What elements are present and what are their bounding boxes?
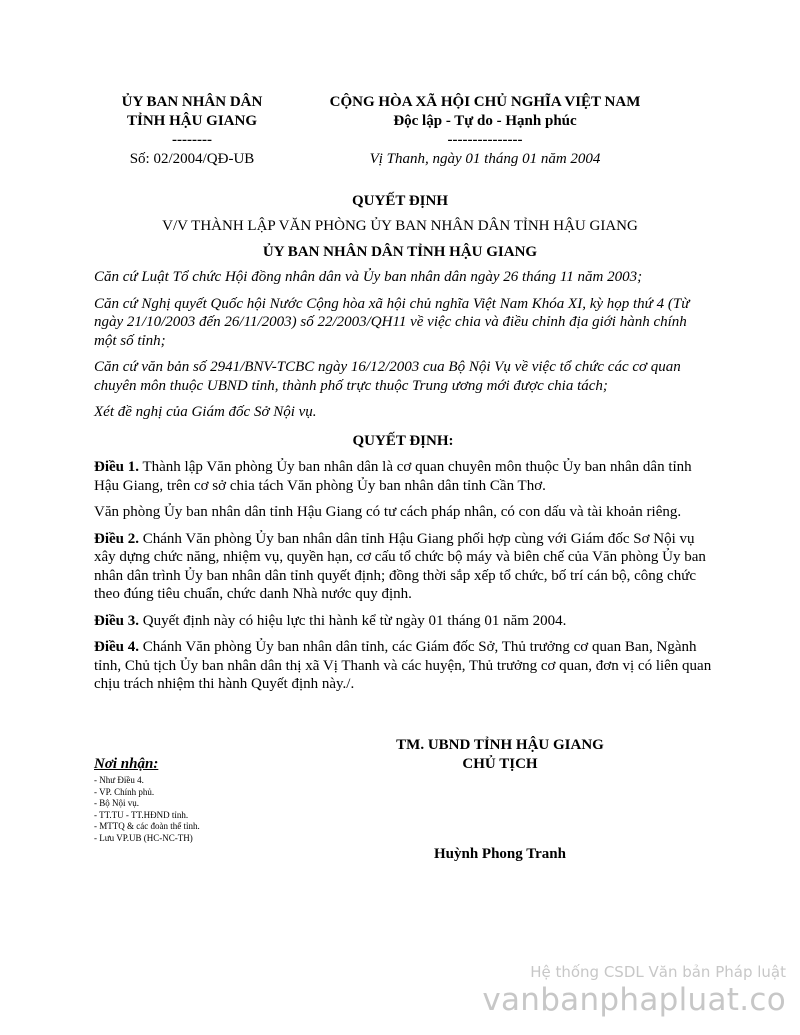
article-text: Quyết định này có hiệu lực thi hành kể từ ngày 01 tháng 01 năm 2004.	[139, 612, 567, 629]
article-text: Chánh Văn phòng Ủy ban nhân dân tỉnh Hậu Giang phối hợp cùng với Giám đốc Sơ Nội vụ xây dựng chức năng, nhiệm vụ, quyền hạn, cơ cấu tổ chức bộ máy và biên chế của Văn phòng Ủy ban nhân dân trình Ủy ban nhân dân tỉnh quyết định; đồng thời sắp xếp tổ chức, bố trí cán bộ, công chức theo đúng tiêu chuẩn, chức danh Nhà nước quy định.	[94, 530, 706, 602]
recipient-item: - VP. Chính phủ.	[94, 786, 155, 797]
document-subject: V/V THÀNH LẬP VĂN PHÒNG ỦY BAN NHÂN DÂN TỈNH HẬU GIANG	[162, 218, 638, 234]
signature-title: CHỦ TỊCH	[462, 756, 538, 772]
legal-basis-item: Căn cứ Nghị quyết Quốc hội Nước Cộng hòa xã hội chủ nghĩa Việt Nam Khóa XI, kỳ họp thứ 4 (Từ ngày 21/10/2003 đến 26/11/2003) số 22/2003/QH11 về việc chia và điều chỉnh địa giới hành chính một số tỉnh;	[94, 295, 690, 349]
recipients-list	[94, 775, 294, 844]
recipient-item: - TT.TU - TT.HĐND tỉnh.	[94, 809, 189, 820]
place-and-date: Vị Thanh, ngày 01 tháng 01 năm 2004	[369, 151, 601, 167]
agency-name-line1: ỦY BAN NHÂN DÂN	[121, 94, 263, 110]
decision-heading: QUYẾT ĐỊNH:	[352, 432, 454, 449]
article-label: Điều 1.	[94, 459, 139, 475]
article-text: Chánh Văn phòng Ủy ban nhân dân tỉnh, các Giám đốc Sở, Thủ trưởng cơ quan Ban, Ngành tỉnh, Chủ tịch Ủy ban nhân dân thị xã Vị Thanh và các huyện, Thủ trưởng cơ quan, đơn vị có liên quan chịu trách nhiệm thi hành Quyết định này./.	[94, 639, 712, 692]
article-3	[94, 612, 712, 631]
recipients-block	[94, 756, 294, 844]
watermark-line2: vanbanphapluat.co	[482, 982, 786, 1018]
motto-separator: ---------------	[447, 132, 523, 148]
legal-basis-item: Xét đề nghị của Giám đốc Sở Nội vụ.	[94, 404, 317, 420]
article-label: Điều 4.	[94, 639, 139, 655]
issuing-agency-block	[92, 93, 292, 169]
article-label: Điều 3.	[94, 612, 139, 629]
article-2	[94, 530, 712, 604]
article-text: Thành lập Văn phòng Ủy ban nhân dân là cơ quan chuyên môn thuộc Ủy ban nhân dân tỉnh Hậu Giang, trên cơ sở chia tách Văn phòng Ủy ban nhân dân tỉnh Cần Thơ.	[94, 459, 692, 494]
recipients-label: Nơi nhận:	[94, 756, 159, 772]
legal-basis-item: Căn cứ Luật Tổ chức Hội đồng nhân dân và Ủy ban nhân dân ngày 26 tháng 11 năm 2003;	[94, 269, 643, 285]
legal-basis-item: Căn cứ văn bản số 2941/BNV-TCBC ngày 16/12/2003 cua Bộ Nội Vụ về việc tổ chức các cơ quan chuyên môn thuộc UBND tỉnh, thành phố trực thuộc Trung ương mới được chia tách;	[94, 359, 681, 394]
recipient-item: - Bộ Nội vụ.	[94, 798, 139, 808]
document-number: Số: 02/2004/QĐ-UB	[129, 151, 255, 167]
recipient-item: - Lưu VP.UB (HC-NC-TH)	[94, 832, 193, 843]
signer-name: Huỳnh Phong Tranh	[433, 846, 566, 862]
article-label: Điều 2.	[94, 530, 139, 547]
article-1	[94, 458, 712, 495]
national-motto: Độc lập - Tự do - Hạnh phúc	[393, 113, 577, 129]
recipient-item: - Như Điều 4.	[94, 775, 144, 785]
document-body	[94, 268, 712, 702]
agency-name-line2: TỈNH HẬU GIANG	[126, 113, 257, 129]
watermark-line1: Hệ thống CSDL Văn bản Pháp luật	[530, 963, 786, 981]
site-watermark	[482, 963, 786, 1018]
nation-name: CỘNG HÒA XÃ HỘI CHỦ NGHĨA VIỆT NAM	[329, 94, 641, 110]
article-4	[94, 638, 712, 694]
agency-separator: --------	[172, 132, 212, 148]
document-type-title: QUYẾT ĐỊNH	[352, 193, 448, 209]
national-header-block	[300, 93, 670, 169]
recipient-item: - MTTQ & các đoàn thể tỉnh.	[94, 821, 200, 831]
signature-block	[360, 736, 640, 774]
issuing-authority: ỦY BAN NHÂN DÂN TỈNH HẬU GIANG	[262, 244, 538, 260]
signature-authority: TM. UBND TỈNH HẬU GIANG	[396, 737, 604, 753]
article-1-paragraph-2: Văn phòng Ủy ban nhân dân tỉnh Hậu Giang có tư cách pháp nhân, có con dấu và tài khoản riêng.	[94, 504, 682, 520]
